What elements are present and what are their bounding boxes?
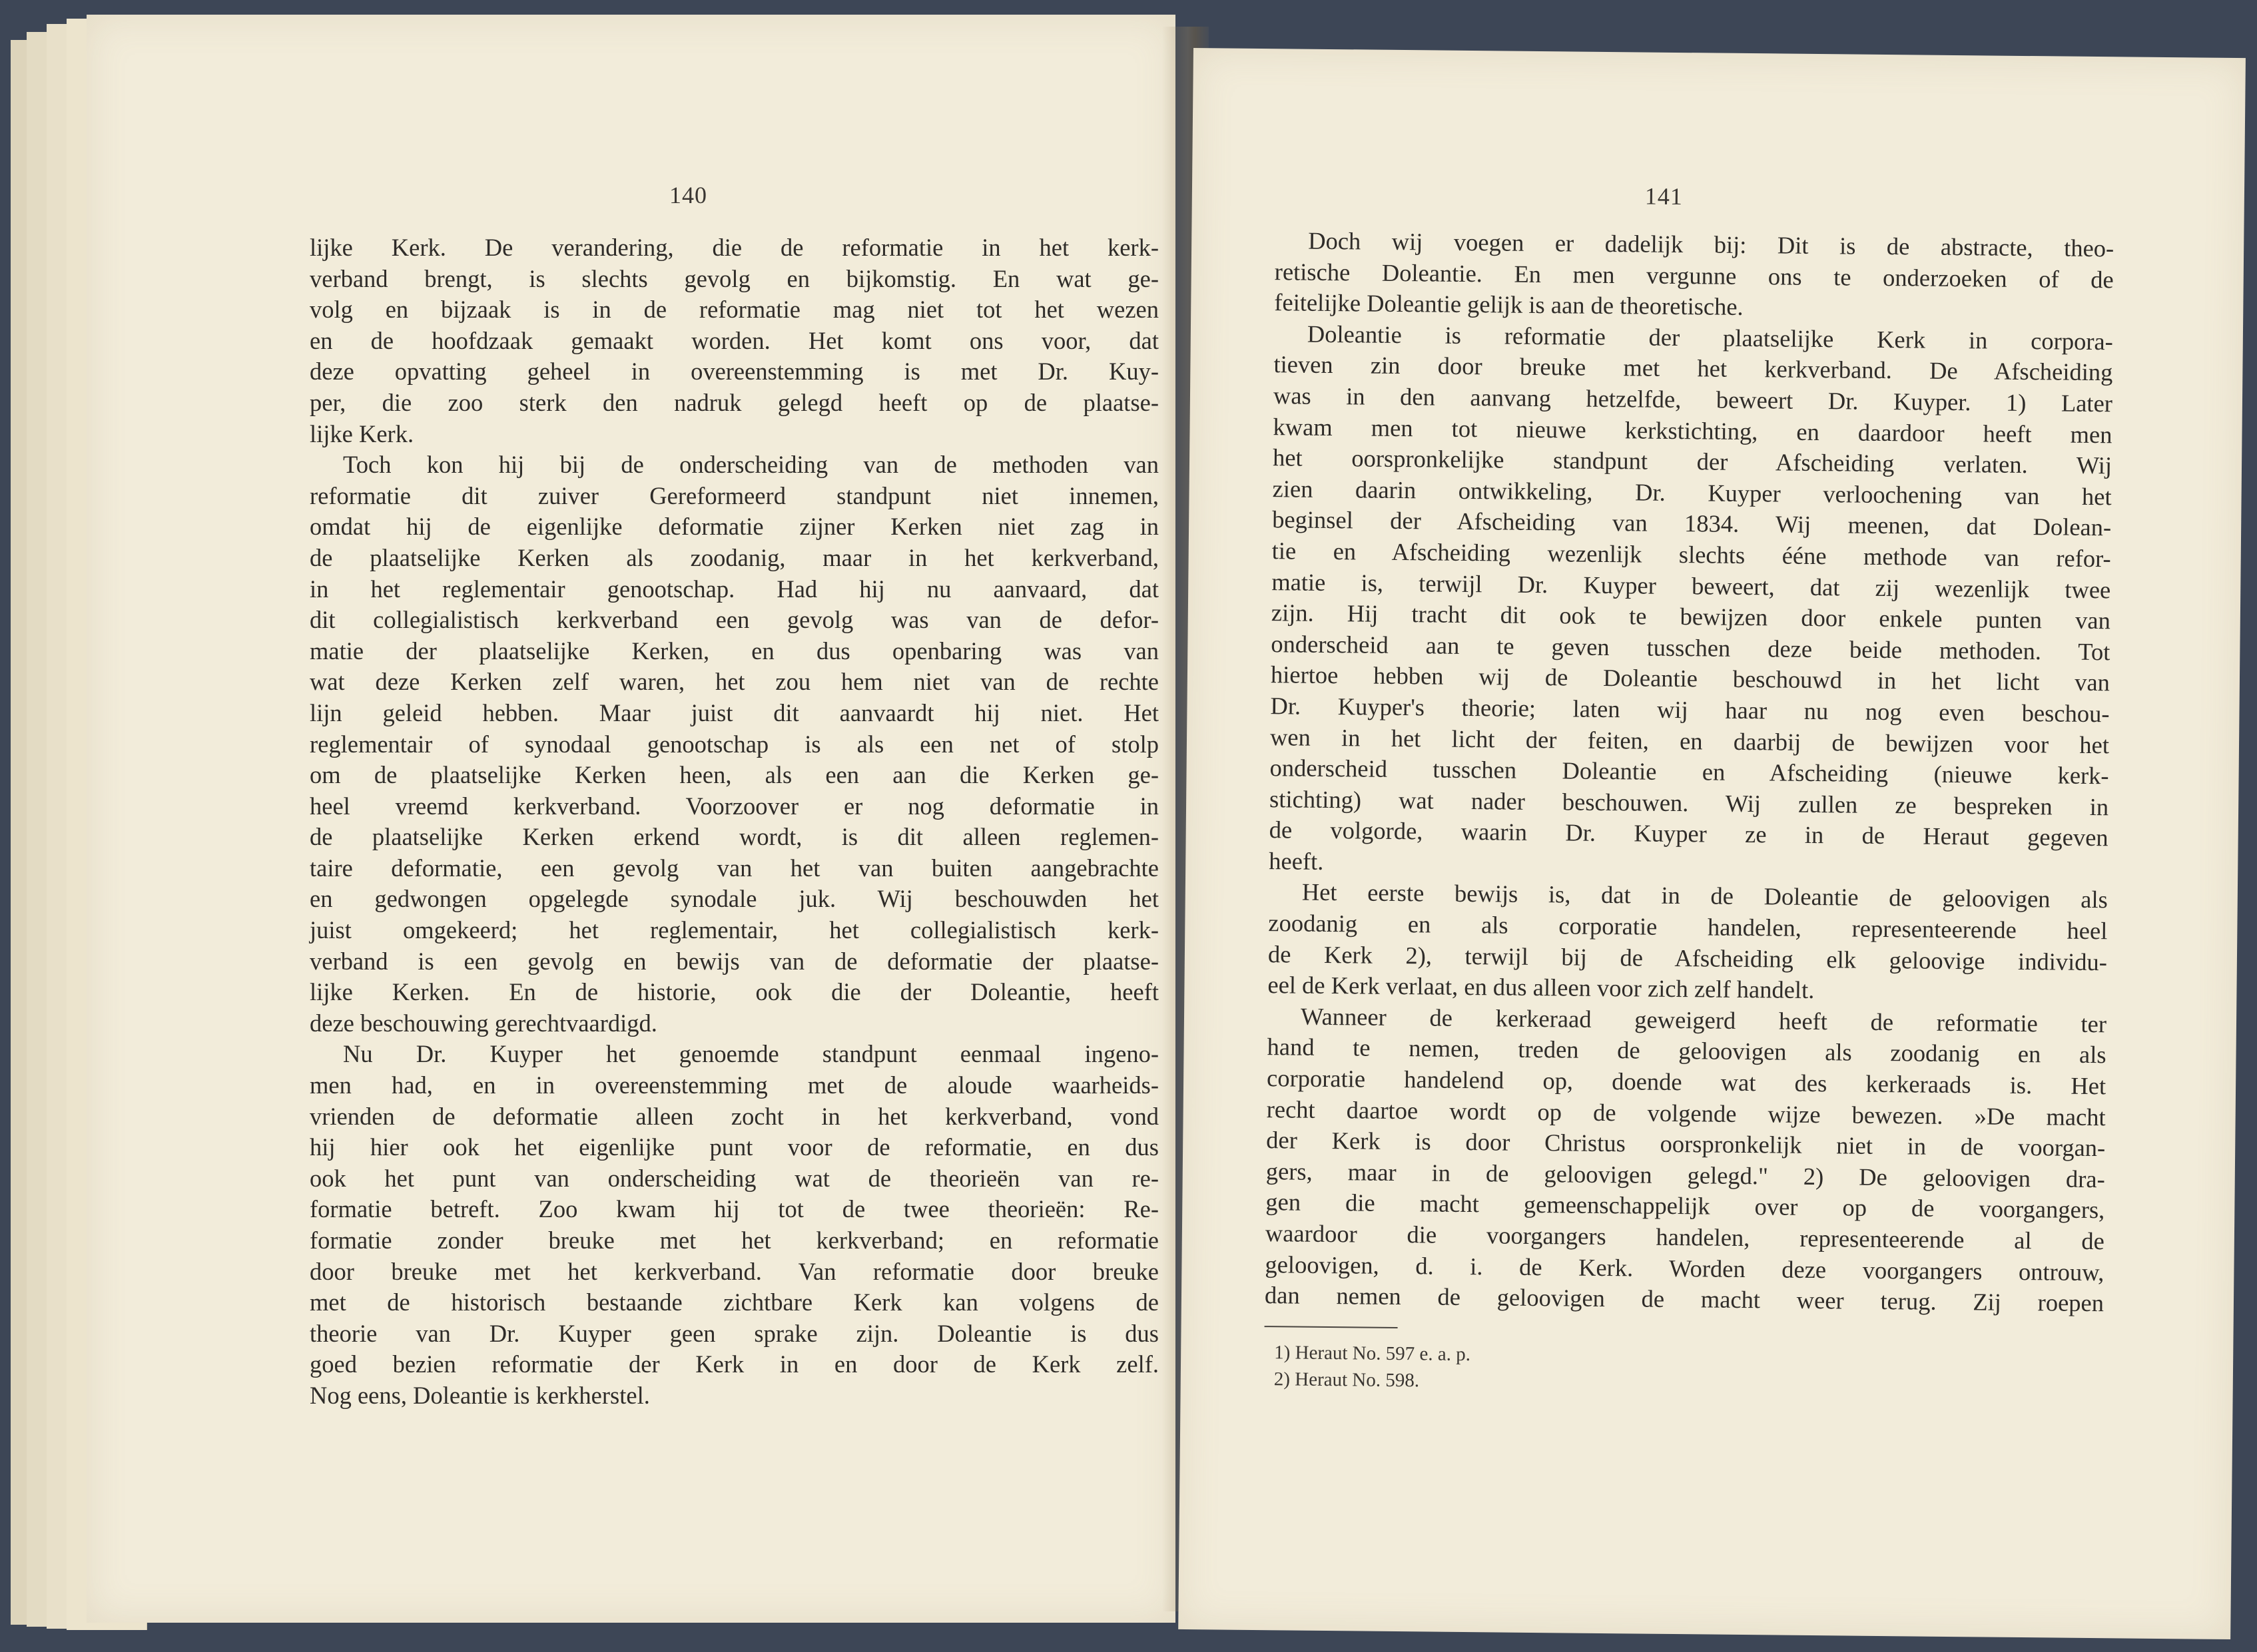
text-line: waardoor die voorgangers handelen, representeerende al de xyxy=(1265,1219,2105,1255)
text-line: Doleantie is reformatie der plaatselijke Kerk in corpora- xyxy=(1307,320,2114,356)
left-page xyxy=(87,15,1175,1623)
text-line: wen in het licht der feiten, en daarbij de bewijzen voor het xyxy=(1269,722,2110,758)
text-line: beginsel der Afscheiding van 1834. Wij meenen, dat Dolean- xyxy=(1272,505,2112,541)
text-line: lijke Kerken. En de historie, ook die der Doleantie, heeft xyxy=(310,978,1159,1006)
text-line: lijn geleid hebben. Maar juist dit aanvaardt hij niet. Het xyxy=(310,698,1159,726)
page-number-left: 140 xyxy=(669,182,707,208)
text-line: juist omgekeerd; het reglementair, het collegialistisch kerk- xyxy=(310,916,1159,944)
text-line: gen die macht gemeenschappelijk over op de voorgangers, xyxy=(1265,1188,2105,1224)
text-line: dan nemen de geloovigen de macht weer terug. Zij roepen xyxy=(1264,1281,2104,1317)
text-line: in het reglementair genootschap. Had hij nu aanvaard, dat xyxy=(310,575,1159,603)
text-line: en gedwongen opgelegde synodale juk. Wij beschouwden het xyxy=(310,885,1159,913)
text-line: hand te nemen, treden de geloovigen als zoodanig en als xyxy=(1267,1033,2106,1069)
text-line: hiertoe hebben wij de Doleantie beschouwd in het licht van xyxy=(1270,661,2110,696)
text-line: kwam men tot nieuwe kerkstichting, en daardoor heeft men xyxy=(1273,412,2112,448)
text-line: formatie zonder breuke met het kerkverband; en reformatie xyxy=(310,1227,1159,1254)
text-line: heel vreemd kerkverband. Voorzoover er nog deformatie in xyxy=(310,792,1159,820)
text-line: volg en bijzaak is in de reformatie mag niet tot het wezen xyxy=(310,296,1159,324)
text-line: reformatie dit zuiver Gereformeerd standpunt niet innemen, xyxy=(310,481,1159,509)
footnote: 1) Heraut No. 597 e. a. p. xyxy=(1274,1342,1471,1366)
text-line: zoodanig en als corporatie handelen, representeerende heel xyxy=(1268,909,2108,945)
text-line: wat deze Kerken zelf waren, het zou hem niet van de rechte xyxy=(310,668,1159,696)
text-line: taire deformatie, een gevolg van het van buiten aangebrachte xyxy=(310,854,1159,882)
text-line: tieven zin door breuke met het kerkverband. De Afscheiding xyxy=(1273,350,2113,386)
text-line: het oorspronkelijke standpunt der Afscheiding verlaten. Wij xyxy=(1272,443,2112,479)
text-line: tie en Afscheiding wezenlijk slechts ééne methode van refor- xyxy=(1271,537,2111,573)
text-line: eel de Kerk verlaat, en dus alleen voor zich zelf handelt. xyxy=(1267,971,1815,1004)
text-line: Nog eens, Doleantie is kerkherstel. xyxy=(310,1381,650,1409)
text-line: gers, maar in de geloovigen gelegd." 2) De geloovigen dra- xyxy=(1265,1157,2105,1193)
text-line: verband brengt, is slechts gevolg en bijkomstig. En wat ge- xyxy=(310,264,1159,292)
text-line: Doch wij voegen er dadelijk bij: Dit is de abstracte, theo- xyxy=(1308,226,2114,262)
text-line: goed bezien reformatie der Kerk in en door de Kerk zelf. xyxy=(310,1350,1159,1378)
text-line: de plaatselijke Kerken erkend wordt, is dit alleen reglemen- xyxy=(310,823,1159,851)
text-line: matie is, terwijl Dr. Kuyper beweert, dat zij wezenlijk twee xyxy=(1271,567,2111,603)
text-line: retische Doleantie. En men vergunne ons te onderzoeken of de xyxy=(1274,257,2114,293)
text-line: met de historisch bestaande zichtbare Kerk kan volgens de xyxy=(310,1288,1159,1316)
text-line: theorie van Dr. Kuyper geen sprake zijn. Doleantie is dus xyxy=(310,1319,1159,1347)
text-line: formatie betreft. Zoo kwam hij tot de twee theorieën: Re- xyxy=(310,1195,1159,1223)
text-line: lijke Kerk. xyxy=(310,419,414,447)
text-line: geloovigen, d. i. de Kerk. Worden deze voorgangers ontrouw, xyxy=(1265,1250,2104,1286)
text-line: Het eerste bewijs is, dat in de Doleantie de geloovigen als xyxy=(1301,878,2108,914)
footnotes xyxy=(1274,1339,1471,1394)
text-line: ook het punt van onderscheiding wat de theorieën van re- xyxy=(310,1164,1159,1192)
right-page xyxy=(1178,48,2246,1639)
text-line: deze opvatting geheel in overeenstemming is met Dr. Kuy- xyxy=(310,358,1159,386)
text-line: reglementair of synodaal genootschap is als een net of stolp xyxy=(310,730,1159,758)
footnote: 2) Heraut No. 598. xyxy=(1273,1368,1420,1392)
text-line: onderscheid aan te geven tusschen deze beide methoden. Tot xyxy=(1271,629,2110,665)
text-line: Wanneer de kerkeraad geweigerd heeft de reformatie ter xyxy=(1300,1002,2107,1038)
text-line: omdat hij de eigenlijke deformatie zijner Kerken niet zag in xyxy=(310,513,1159,541)
text-line: verband is een gevolg en bewijs van de deformatie der plaatse- xyxy=(310,947,1159,975)
text-line: recht daartoe wordt op de volgende wijze bewezen. »De macht xyxy=(1266,1095,2106,1131)
text-line: de plaatselijke Kerken als zoodanig, maar in het kerkverband, xyxy=(310,543,1159,571)
text-line: stichting) wat nader beschouwen. Wij zullen ze bespreken in xyxy=(1269,784,2109,820)
text-line: der Kerk is door Christus oorspronkelijk niet in de voorgan- xyxy=(1266,1126,2106,1162)
text-line: feitelijke Doleantie gelijk is aan de theoretische. xyxy=(1274,288,1744,321)
text-line: door breuke met het kerkverband. Van reformatie door breuke xyxy=(310,1257,1159,1285)
text-line: matie der plaatselijke Kerken, en dus openbaring was van xyxy=(310,637,1159,665)
text-line: en de hoofdzaak gemaakt worden. Het komt ons voor, dat xyxy=(310,326,1159,354)
footnote-rule xyxy=(1265,1326,1398,1328)
text-line: lijke Kerk. De verandering, die de reformatie in het kerk- xyxy=(310,234,1159,261)
text-line: per, die zoo sterk den nadruk gelegd heeft op de plaatse- xyxy=(310,388,1159,416)
text-line: dit collegialistisch kerkverband een gevolg was van de defor- xyxy=(310,606,1159,634)
text-line: Toch kon hij bij de onderscheiding van de methoden van xyxy=(343,451,1159,479)
right-page-body xyxy=(1265,225,2114,1319)
text-line: de volgorde, waarin Dr. Kuyper ze in de Heraut gegeven xyxy=(1269,816,2108,852)
text-line: men had, en in overeenstemming met de aloude waarheids- xyxy=(310,1071,1159,1099)
text-line: om de plaatselijke Kerken heen, als een aan die Kerken ge- xyxy=(310,761,1159,789)
text-line: vrienden de deformatie alleen zocht in het kerkverband, vond xyxy=(310,1102,1159,1130)
page-number-right: 141 xyxy=(1644,182,1684,210)
text-line: onderscheid tusschen Doleantie en Afscheiding (nieuwe kerk- xyxy=(1269,754,2109,790)
text-line: Dr. Kuyper's theorie; laten wij haar nu nog even beschou- xyxy=(1270,692,2110,728)
left-page-body xyxy=(310,232,1159,1412)
text-line: corporatie handelend op, doende wat des kerkeraads is. Het xyxy=(1266,1064,2106,1100)
text-line: zien daarin ontwikkeling, Dr. Kuyper verloochening van het xyxy=(1272,474,2112,511)
text-line: hij hier ook het eigenlijke punt voor de reformatie, en dus xyxy=(310,1133,1159,1161)
text-line: Nu Dr. Kuyper het genoemde standpunt eenmaal ingeno- xyxy=(343,1040,1159,1068)
text-line: deze beschouwing gerechtvaardigd. xyxy=(310,1009,657,1037)
text-line: heeft. xyxy=(1269,847,1324,875)
text-line: zijn. Hij tracht dit ook te bewijzen door enkele punten van xyxy=(1271,599,2111,635)
text-line: was in den aanvang hetzelfde, beweert Dr. Kuyper. 1) Later xyxy=(1273,382,2113,417)
text-line: de Kerk 2), terwijl bij de Afscheiding elk geloovige individu- xyxy=(1267,940,2108,975)
